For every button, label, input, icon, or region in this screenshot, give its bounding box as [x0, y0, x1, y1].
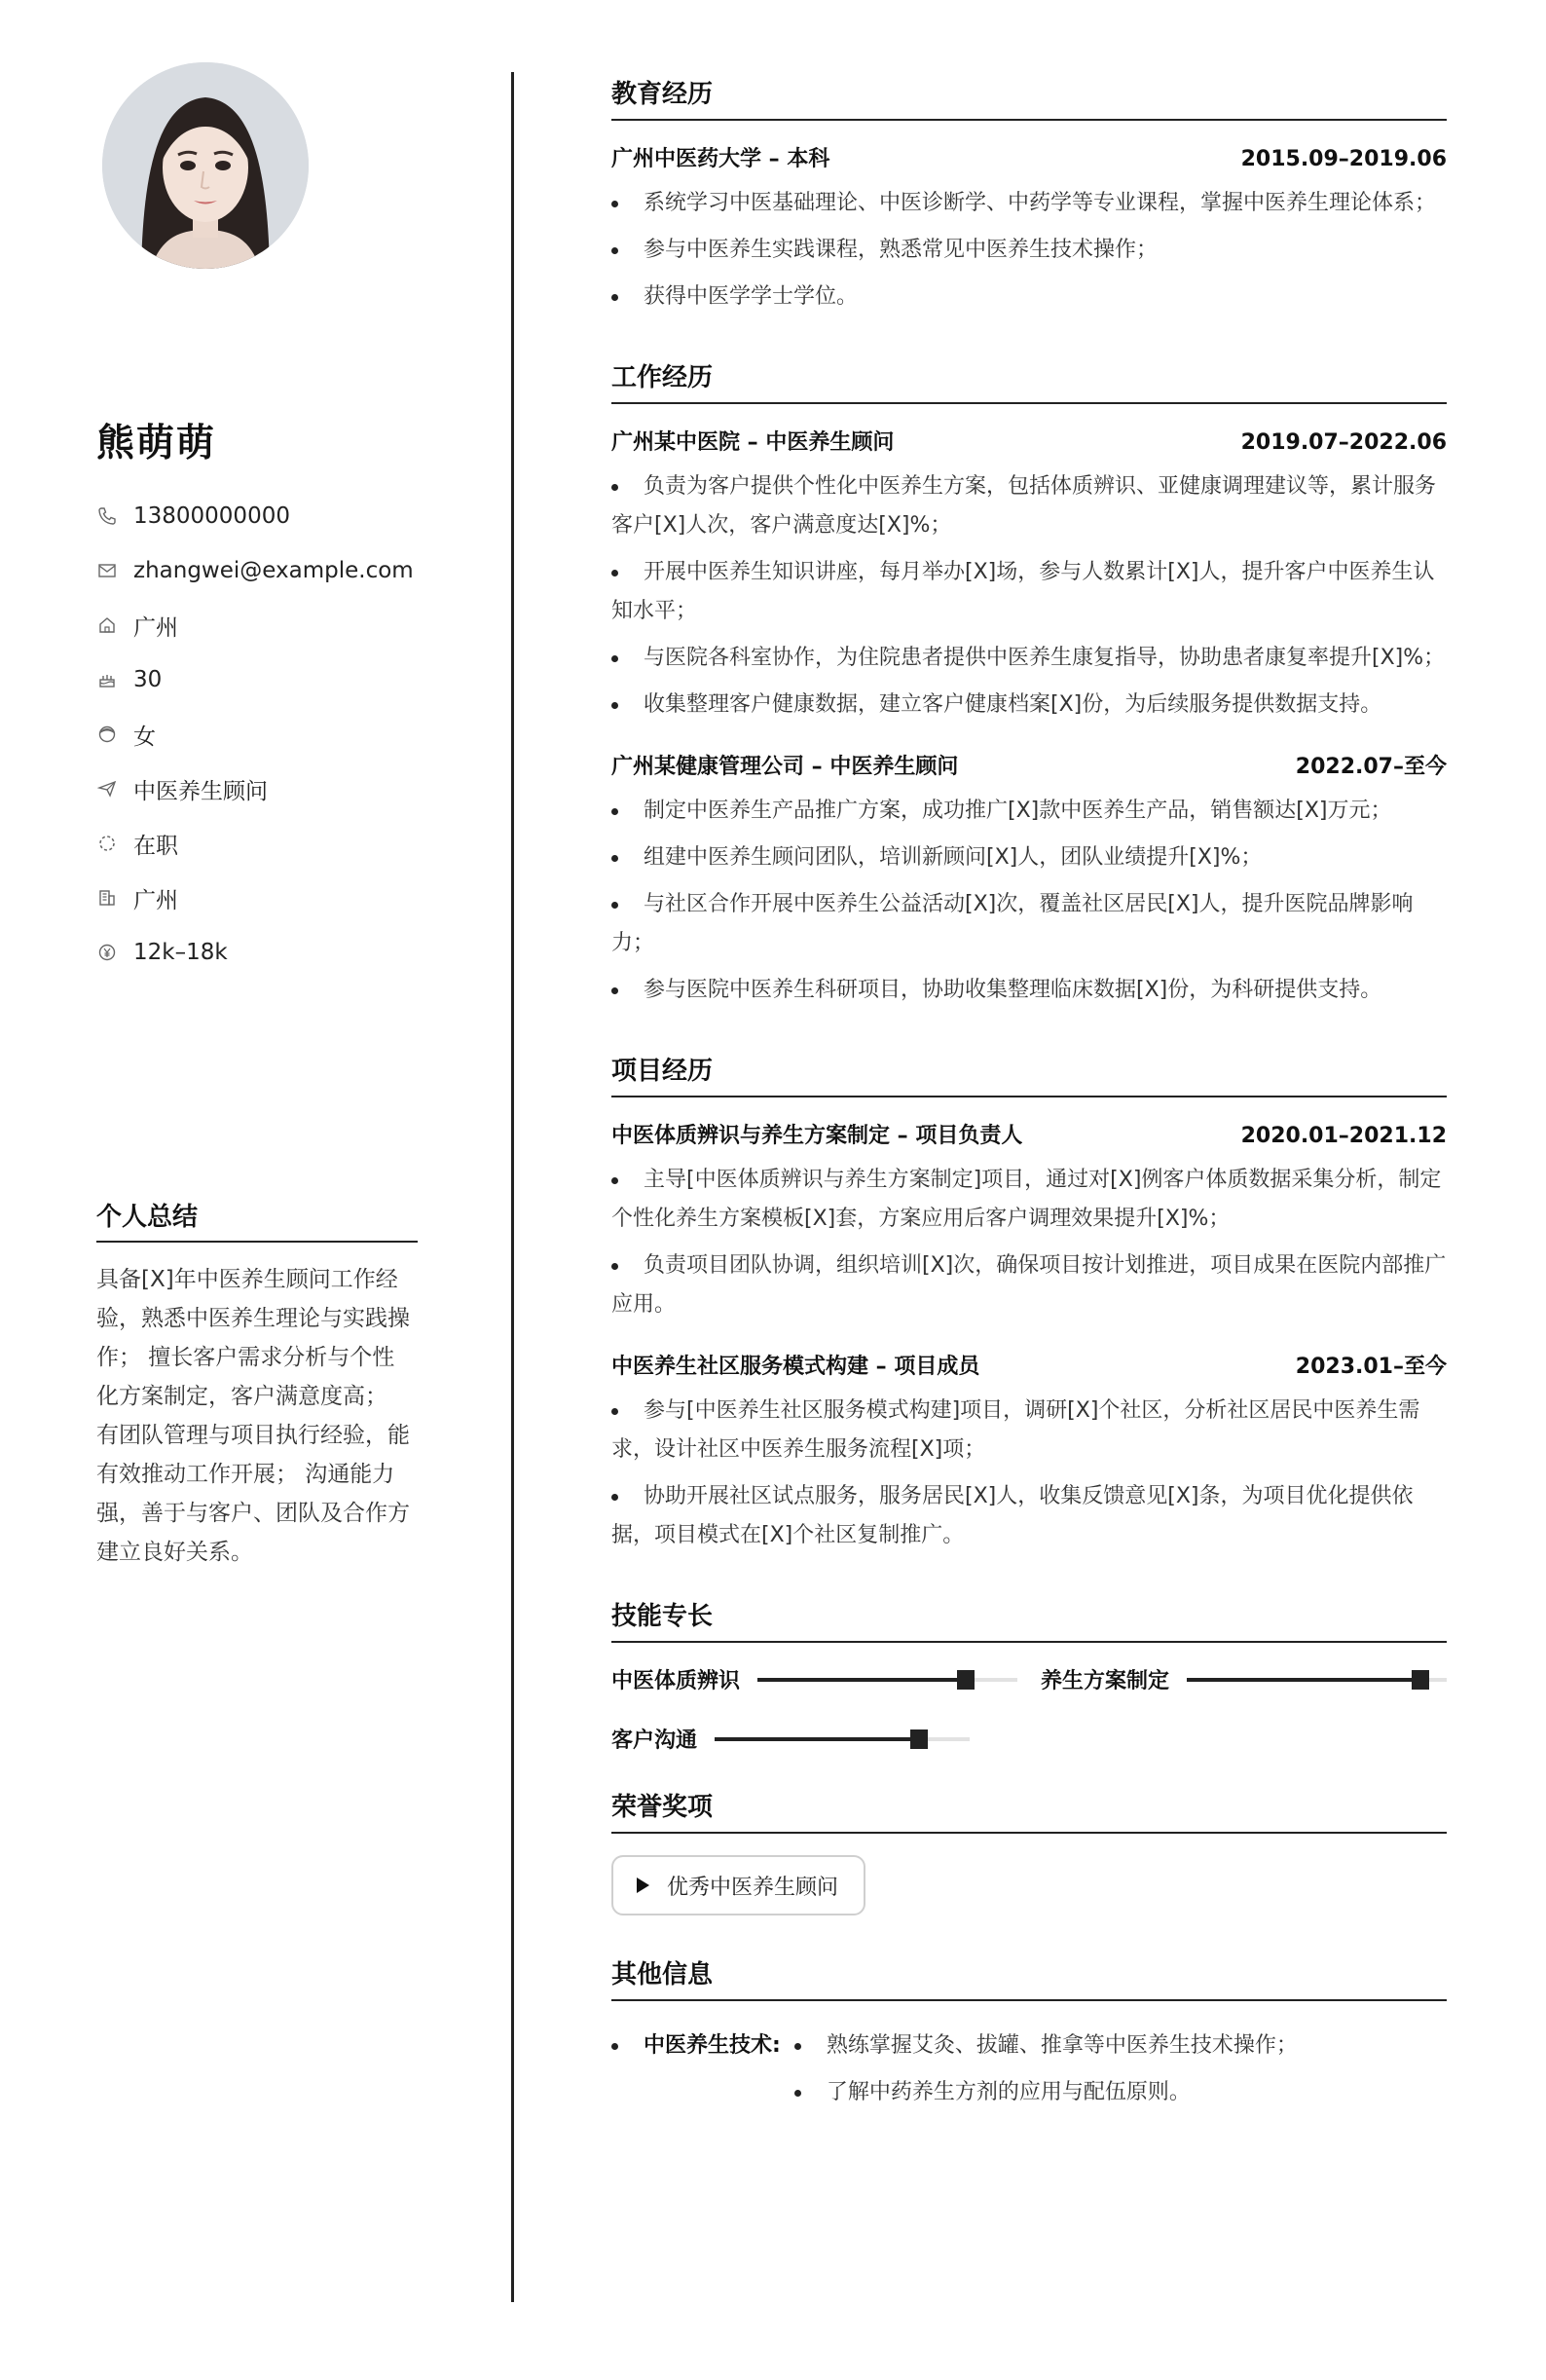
skill-name: 客户沟通	[611, 1729, 698, 1753]
bullet-item: 获得中医学学士学位。	[611, 278, 1447, 316]
skill-name: 养生方案制定	[1041, 1669, 1170, 1693]
info-salary	[96, 925, 418, 980]
bullet-item: 参与中医养生实践课程，熟悉常见中医养生技术操作；	[611, 231, 1447, 270]
skill-name: 中医体质辨识	[611, 1669, 741, 1693]
bullet-item: 参与[中医养生社区服务模式构建]项目，调研[X]个社区，分析社区居民中医养生需求，设计社区中医养生服务流程[X]项；	[611, 1392, 1447, 1469]
skill-bar-fill	[1187, 1678, 1420, 1682]
other-list	[794, 2027, 1298, 2120]
building-icon	[96, 887, 118, 909]
info-age	[96, 652, 418, 707]
summary-title: 个人总结	[96, 1197, 418, 1243]
other-title: 其他信息	[611, 1954, 1447, 2001]
skills-list	[611, 1664, 1447, 1754]
bullet-item: 开展中医养生知识讲座，每月举办[X]场，参与人数累计[X]人，提升客户中医养生认知水平；	[611, 553, 1447, 631]
bullet-item: 主导[中医体质辨识与养生方案制定]项目，通过对[X]例客户体质数据采集分析，制定个性化养生方案模板[X]套，方案应用后客户调理效果提升[X]%；	[611, 1161, 1447, 1239]
entry-header	[611, 142, 1447, 172]
email-text: zhangwei@example.com	[133, 558, 414, 583]
bullet-item: 系统学习中医基础理论、中医诊断学、中药学等专业课程，掌握中医养生理论体系；	[611, 184, 1447, 223]
bullet-list	[611, 1392, 1447, 1555]
bullet-item: 参与医院中医养生科研项目，协助收集整理临床数据[X]份，为科研提供支持。	[611, 971, 1447, 1010]
entry-header	[611, 750, 1447, 780]
work-title: 工作经历	[611, 357, 1447, 404]
position-text: 中医养生顾问	[133, 778, 268, 804]
work-entry	[611, 426, 1447, 725]
bullet-item: 与社区合作开展中医养生公益活动[X]次，覆盖社区居民[X]人，提升医院品牌影响力；	[611, 885, 1447, 963]
home-icon	[96, 614, 118, 636]
candidate-name: 熊萌萌	[96, 422, 217, 465]
bullet-list	[611, 1161, 1447, 1324]
skill-bar-knob	[1412, 1670, 1429, 1690]
entry-header	[611, 426, 1447, 456]
info-work-city	[96, 871, 418, 925]
info-phone	[96, 489, 418, 543]
other-row	[611, 2027, 1447, 2120]
education-section	[611, 74, 1447, 316]
info-status	[96, 816, 418, 871]
project-entry	[611, 1119, 1447, 1324]
entry-header	[611, 1350, 1447, 1380]
bullet-item: 负责项目团队协调，组织培训[X]次，确保项目按计划推进，项目成果在医院内部推广应用。	[611, 1246, 1447, 1324]
cake-icon	[96, 669, 118, 690]
bullet-item: 了解中药养生方剂的应用与配伍原则。	[794, 2073, 1298, 2112]
bullet-item: 负责为客户提供个性化中医养生方案，包括体质辨识、亚健康调理建议等，累计服务客户[X]人次，客户满意度达[X]%；	[611, 467, 1447, 545]
entry-project: 中医养生社区服务模式构建 – 项目成员	[611, 1355, 980, 1379]
work-section	[611, 357, 1447, 1010]
bullet-list	[611, 184, 1447, 316]
summary-text: 具备[X]年中医养生顾问工作经验，熟悉中医养生理论与实践操作； 擅长客户需求分析与个性化方案制定，客户满意度高； 有团队管理与项目执行经验，能有效推动工作开展； 沟通能力强，善于与客户、团队及合作方建立良好关系。	[96, 1267, 410, 1565]
mail-icon	[96, 560, 118, 581]
entry-header	[611, 1119, 1447, 1149]
salary-icon	[96, 942, 118, 963]
avatar	[102, 62, 309, 269]
entry-date: 2020.01–2021.12	[1240, 1124, 1447, 1148]
skill-bar-knob	[910, 1729, 928, 1749]
skill-bar	[1187, 1678, 1447, 1682]
entry-date: 2022.07–至今	[1295, 755, 1447, 779]
skill-bar	[715, 1737, 970, 1741]
bullet-item: 组建中医养生顾问团队，培训新顾问[X]人，团队业绩提升[X]%；	[611, 838, 1447, 877]
skill-bar-knob	[957, 1670, 975, 1690]
bullet-list	[611, 467, 1447, 725]
info-gender	[96, 707, 418, 762]
entry-company: 广州某健康管理公司 – 中医养生顾问	[611, 755, 959, 779]
project-entry	[611, 1350, 1447, 1555]
other-label: 中医养生技术:	[611, 2027, 781, 2065]
salary-text: 12k–18k	[133, 940, 228, 965]
entry-date: 2019.07–2022.06	[1240, 430, 1447, 455]
bullet-item: 协助开展社区试点服务，服务居民[X]人，收集反馈意见[X]条，为项目优化提供依据，项目模式在[X]个社区复制推广。	[611, 1477, 1447, 1555]
info-city	[96, 598, 418, 652]
work-entry	[611, 750, 1447, 1010]
entry-school: 广州中医药大学 – 本科	[611, 147, 830, 171]
skills-title: 技能专长	[611, 1596, 1447, 1643]
city-text: 广州	[133, 614, 178, 641]
bullet-item: 收集整理客户健康数据，建立客户健康档案[X]份，为后续服务提供数据支持。	[611, 686, 1447, 725]
phone-text: 13800000000	[133, 503, 290, 529]
projects-section	[611, 1051, 1447, 1555]
other-section	[611, 1954, 1447, 2120]
skills-section	[611, 1596, 1447, 1754]
contact-info-list	[96, 489, 418, 980]
bullet-item: 熟练掌握艾灸、拔罐、推拿等中医养生技术操作；	[794, 2027, 1298, 2065]
column-divider	[511, 72, 514, 2302]
education-title: 教育经历	[611, 74, 1447, 121]
bullet-list	[611, 792, 1447, 1010]
award-label: 优秀中医养生顾问	[667, 1875, 839, 1900]
gender-icon	[96, 724, 118, 745]
award-tag[interactable]	[611, 1855, 865, 1915]
bullet-item: 与医院各科室协作，为住院患者提供中医养生康复指导，协助患者康复率提升[X]%；	[611, 639, 1447, 678]
entry-date: 2023.01–至今	[1295, 1355, 1447, 1379]
play-triangle-icon	[637, 1878, 649, 1893]
skill-bar	[757, 1678, 1017, 1682]
avatar-portrait	[102, 62, 309, 269]
age-text: 30	[133, 667, 163, 692]
skill-bar-fill	[715, 1737, 919, 1741]
status-icon	[96, 833, 118, 854]
skill-item	[611, 1724, 970, 1754]
awards-title: 荣誉奖项	[611, 1787, 1447, 1834]
entry-company: 广州某中医院 – 中医养生顾问	[611, 430, 895, 455]
skill-item	[611, 1664, 1017, 1694]
entry-project: 中医体质辨识与养生方案制定 – 项目负责人	[611, 1124, 1023, 1148]
info-position	[96, 762, 418, 816]
work-city-text: 广州	[133, 887, 178, 913]
main-column	[611, 74, 1447, 2120]
education-entry	[611, 142, 1447, 316]
info-email	[96, 543, 418, 598]
entry-date: 2015.09–2019.06	[1240, 147, 1447, 171]
awards-section	[611, 1787, 1447, 1954]
skill-item	[1041, 1664, 1447, 1694]
bullet-item: 制定中医养生产品推广方案，成功推广[X]款中医养生产品，销售额达[X]万元；	[611, 792, 1447, 831]
projects-title: 项目经历	[611, 1051, 1447, 1097]
skill-bar-fill	[757, 1678, 966, 1682]
phone-icon	[96, 505, 118, 527]
send-icon	[96, 778, 118, 800]
status-text: 在职	[133, 833, 178, 859]
gender-text: 女	[133, 724, 156, 750]
